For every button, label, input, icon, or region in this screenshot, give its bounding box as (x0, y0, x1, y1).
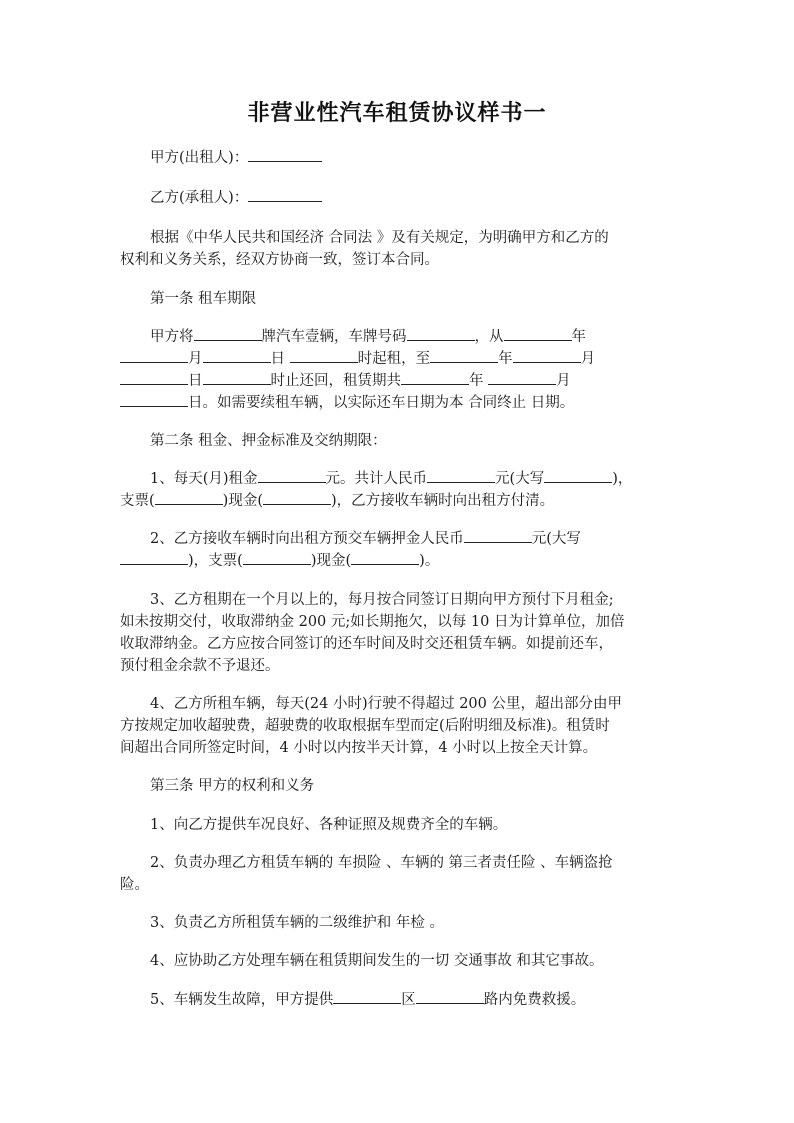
end-month-blank[interactable] (513, 348, 581, 363)
article1-line-4: 日。如需要续租车辆，以实际还车日期为本 合同终止 日期。 (120, 392, 680, 414)
article3-item1: 1、向乙方提供车况良好、各种证照及规费齐全的车辆。 (150, 817, 508, 833)
article2-item3-line-2: 如未按期交付，收取滞纳金 200 元;如长期拖欠，以每 10 日为计算单位，加倍 (120, 614, 625, 630)
article2-heading: 第二条 租金、押金标准及交纳期限： (150, 433, 387, 449)
end-hour-blank[interactable] (203, 370, 271, 385)
article3-item5: 5、车辆发生故障，甲方提供 区 路内免费救援。 (120, 989, 710, 1011)
article1-heading: 第一条 租车期限 (150, 291, 257, 307)
total-uppercase-blank[interactable] (544, 468, 612, 483)
article2-item4-line-1: 4、乙方所租车辆，每天(24 小时)行驶不得超过 200 公里，超出部分由甲 (150, 696, 622, 712)
start-year-blank[interactable] (504, 326, 572, 341)
district-blank[interactable] (333, 989, 401, 1004)
article3-item4: 4、应协助乙方处理车辆在租赁期间发生的一切 交通事故 和其它事故。 (150, 953, 604, 969)
article1-line-1: 甲方将 牌汽车壹辆，车牌号码 ，从 年 (120, 326, 710, 348)
plate-blank[interactable] (407, 326, 475, 341)
term-month-blank[interactable] (488, 370, 556, 385)
article2-item2-line-1: 2、乙方接收车辆时向出租方预交车辆押金人民币 元(大写 (120, 528, 710, 550)
party-a-line (120, 147, 710, 169)
party-b-label: 乙方(承租人)： (150, 190, 249, 206)
article2-item1-line-1: 1、每天(月)租金 元。共计人民币 元(大写 )， (120, 468, 710, 490)
article2-item3-line-4: 预付租金余款不予退还。 (120, 658, 280, 674)
article2-item4-line-2: 方按规定加收超驶费，超驶费的收取根据车型而定(后附明细及标准)。租赁时 (120, 718, 610, 734)
rent-cash-blank[interactable] (263, 490, 331, 505)
deposit-cash-blank[interactable] (351, 550, 419, 565)
intro-line-1: 根据《中华人民共和国经济 合同法 》及有关规定，为明确甲方和乙方的 (150, 230, 609, 246)
daily-rent-blank[interactable] (258, 468, 326, 483)
article2-item1-line-2: 支票( )现金( )，乙方接收车辆时向出租方付清。 (120, 490, 680, 512)
intro-line-2: 权利和义务关系，经双方协商一致，签订本合同。 (120, 252, 439, 268)
party-b-blank[interactable] (248, 187, 322, 202)
article3-item2-line-2: 险。 (120, 877, 149, 893)
party-a-blank[interactable] (248, 147, 322, 162)
term-day-blank[interactable] (120, 392, 188, 407)
end-day-blank[interactable] (120, 370, 188, 385)
rent-check-blank[interactable] (155, 490, 223, 505)
article2-item2-line-2: )，支票( )现金( )。 (120, 550, 680, 572)
article3-heading: 第三条 甲方的权利和义务 (150, 778, 315, 794)
document-title: 非营业性汽车租赁协议样书一 (247, 100, 547, 126)
party-a-label: 甲方(出租人)： (150, 150, 249, 166)
article2-item4-line-3: 间超出合同所签定时间，4 小时以内按半天计算，4 小时以上按全天计算。 (120, 740, 598, 756)
start-hour-blank[interactable] (290, 348, 358, 363)
term-year-blank[interactable] (401, 370, 469, 385)
total-rmb-blank[interactable] (427, 468, 495, 483)
article1-line-2: 月 日 时起租，至 年 月 (120, 348, 680, 370)
start-month-blank[interactable] (120, 348, 188, 363)
article2-item3-line-3: 收取滞纳金。乙方应按合同签订的还车时间及时交还租赁车辆。如提前还车， (120, 636, 613, 652)
party-b-line (120, 187, 710, 209)
article2-item3-line-1: 3、乙方租期在一个月以上的，每月按合同签订日期向甲方预付下月租金; (150, 592, 614, 608)
brand-blank[interactable] (194, 326, 262, 341)
deposit-uppercase-blank[interactable] (120, 550, 188, 565)
deposit-rmb-blank[interactable] (464, 528, 532, 543)
deposit-check-blank[interactable] (243, 550, 311, 565)
article3-item3: 3、负责乙方所租赁车辆的二级维护和 年检 。 (150, 915, 444, 931)
article3-item2-line-1: 2、负责办理乙方租赁车辆的 车损险 、车辆的 第三者责任险 、车辆盗抢 (150, 855, 613, 871)
start-day-blank[interactable] (203, 348, 271, 363)
article1-line-3: 日 时止还回，租赁期共 年 月 (120, 370, 680, 392)
road-blank[interactable] (416, 989, 484, 1004)
end-year-blank[interactable] (430, 348, 498, 363)
